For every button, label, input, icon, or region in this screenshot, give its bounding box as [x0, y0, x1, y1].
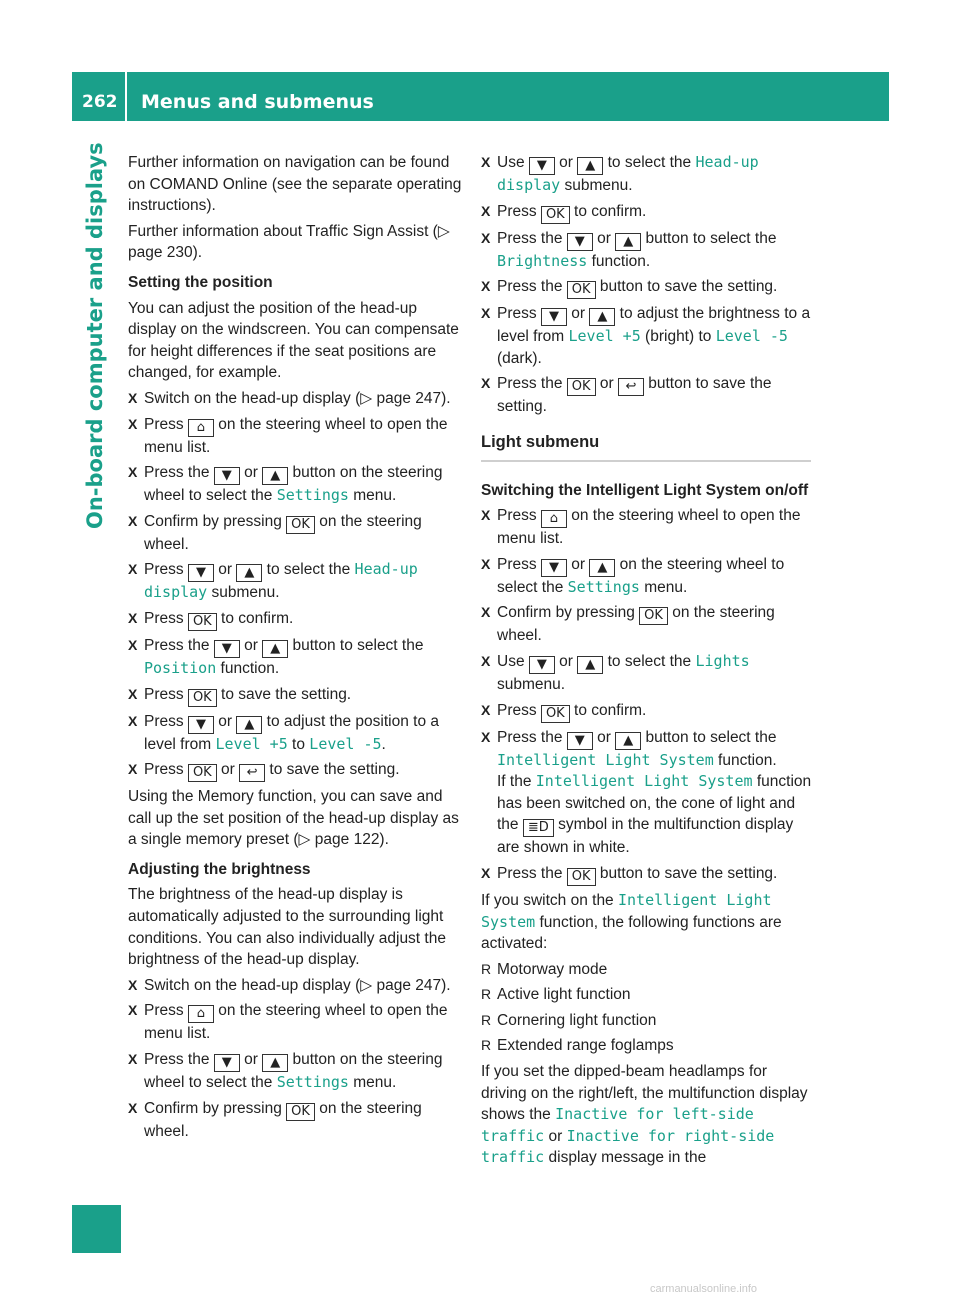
display-text: Inactive for left-side traffic: [481, 1105, 754, 1145]
paragraph-text: or: [544, 1127, 567, 1145]
step-text: or: [554, 154, 578, 171]
paragraph: Further information about Traffic Sign Assist (▷ page 230).: [128, 222, 450, 262]
ok-button-icon: OK: [188, 764, 217, 782]
display-text: Intelligent Light System: [497, 750, 714, 769]
step-text: submenu.: [560, 177, 633, 194]
up-arrow-icon: ▲: [236, 716, 262, 734]
step-text: Press: [497, 507, 541, 525]
down-arrow-icon: ▼: [188, 716, 214, 734]
step: [128, 1000, 464, 1045]
list-item: R Active light function: [481, 984, 817, 1006]
step-text: on the steering wheel.: [144, 1099, 422, 1140]
step-text: or: [239, 636, 263, 654]
down-arrow-icon: ▼: [529, 157, 555, 175]
step-text: or: [592, 229, 616, 247]
step-text: to select the: [603, 154, 696, 171]
step-text: Press: [497, 305, 541, 323]
display-text: Brightness: [497, 251, 588, 270]
display-text: Level -5: [715, 327, 788, 346]
paragraph: [481, 1061, 817, 1169]
headlamp-icon: ≣D: [523, 819, 554, 837]
ok-button-icon: OK: [567, 868, 596, 886]
ok-button-icon: OK: [541, 705, 570, 723]
step-text: button to select the: [641, 229, 777, 247]
heading-brightness: Adjusting the brightness: [128, 860, 311, 878]
step: [128, 759, 464, 782]
step: [481, 303, 817, 369]
step: [128, 511, 464, 556]
step: [481, 554, 817, 599]
step-text: to confirm.: [569, 202, 647, 220]
up-arrow-icon: ▲: [262, 467, 288, 485]
display-text: Head-up display: [497, 153, 759, 194]
step-text: Press: [144, 1002, 188, 1020]
home-icon: ⌂: [188, 419, 214, 437]
side-tab-label: On-board computer and displays: [83, 142, 107, 529]
step: [128, 1098, 464, 1143]
step-text: button to select the: [641, 728, 777, 746]
display-text: Inactive for right-side traffic: [481, 1126, 775, 1167]
down-arrow-icon: ▼: [541, 308, 567, 326]
step-text: or: [554, 652, 578, 670]
step-text: on the steering wheel to select the: [497, 555, 785, 596]
left-column: [128, 152, 464, 1146]
ok-button-icon: OK: [188, 689, 217, 707]
step: [128, 462, 464, 507]
step-text: to confirm.: [216, 609, 294, 627]
step-text: Switch on the head-up display (▷ page 247).: [144, 389, 451, 407]
step-text: Press: [144, 712, 188, 730]
step-text: function.: [216, 659, 280, 677]
ok-button-icon: OK: [639, 607, 668, 625]
step-text: menu.: [348, 487, 397, 505]
step-text: Press: [144, 561, 188, 579]
step-text: function.: [587, 252, 651, 270]
step-text: or: [239, 464, 263, 482]
paragraph-text: function, the following functions are activated:: [481, 913, 782, 953]
ok-button-icon: OK: [567, 281, 596, 299]
page-title: Menus and submenus: [141, 91, 374, 113]
step-text: Confirm by pressing: [144, 1099, 287, 1117]
page-number: 262: [82, 92, 118, 112]
step-text: on the steering wheel.: [497, 604, 775, 645]
step-text: or: [213, 712, 237, 730]
step-text: Use: [497, 154, 529, 171]
heading-setting-position: Setting the position: [128, 273, 273, 291]
list-item: R Extended range foglamps: [481, 1035, 817, 1057]
step-text: Press the: [144, 464, 214, 482]
up-arrow-icon: ▲: [262, 1054, 288, 1072]
step: [128, 388, 464, 410]
step-text: on the steering wheel to open the menu list.: [144, 1002, 448, 1043]
display-text: Intelligent Light System: [481, 890, 772, 931]
step-text: Switch on the head-up display (▷ page 247).: [144, 976, 451, 994]
display-text: Intelligent Light System: [535, 772, 753, 791]
step-text: on the steering wheel to open the menu list.: [497, 507, 801, 548]
display-text: Settings: [276, 1073, 349, 1092]
step-text: Press: [497, 555, 541, 573]
step-text: to save the setting.: [265, 761, 400, 779]
display-text: Level +5: [215, 734, 288, 753]
step-text: Press: [497, 701, 541, 719]
list-item: R Motorway mode: [481, 959, 817, 981]
right-column: [481, 152, 817, 1173]
paragraph: [481, 890, 817, 955]
display-text: Level -5: [309, 734, 382, 753]
step-text: Press: [144, 761, 188, 779]
side-tab-marker: [72, 1205, 121, 1253]
display-text: Settings: [567, 577, 640, 596]
step: [481, 276, 817, 299]
step-text: on the steering wheel.: [144, 512, 422, 553]
step-text: button to save the setting.: [595, 278, 778, 296]
heading-light-submenu: Light submenu: [481, 432, 811, 462]
back-icon: ↩: [239, 764, 265, 782]
up-arrow-icon: ▲: [615, 732, 641, 750]
display-text: Settings: [276, 486, 349, 505]
step-text: (bright) to: [640, 328, 716, 346]
ok-button-icon: OK: [541, 206, 570, 224]
step-text: symbol in the multifunction display are shown in white.: [497, 816, 794, 857]
step-text: (dark).: [497, 349, 542, 367]
step-text: Confirm by pressing: [497, 604, 640, 622]
ok-button-icon: OK: [286, 1103, 315, 1121]
down-arrow-icon: ▼: [541, 559, 567, 577]
up-arrow-icon: ▲: [589, 559, 615, 577]
down-arrow-icon: ▼: [214, 1054, 240, 1072]
step-text: or: [566, 305, 590, 323]
step-text: submenu.: [207, 584, 280, 602]
paragraph: Using the Memory function, you can save and call up the set position of the head-up display as a single memory preset (▷ page 122).: [128, 788, 459, 849]
paragraph-text: display message in the: [544, 1149, 707, 1167]
step: [481, 727, 817, 859]
step-text: to adjust the position to a level from: [144, 712, 439, 753]
display-text: Level +5: [568, 327, 641, 346]
step-text: Press the: [497, 864, 567, 882]
down-arrow-icon: ▼: [214, 467, 240, 485]
step: [128, 608, 464, 631]
step-text: or: [566, 555, 590, 573]
page-header: [72, 72, 889, 121]
step: [128, 559, 464, 604]
step: [481, 201, 817, 224]
step-text: menu.: [348, 1074, 397, 1092]
step: [481, 373, 817, 418]
paragraph: Further information on navigation can be found on COMAND Online (see the separate operating instructions).: [128, 154, 462, 215]
ok-button-icon: OK: [188, 613, 217, 631]
step-text: button on the steering wheel to select the: [144, 464, 443, 505]
step: [481, 152, 817, 197]
step: [128, 635, 464, 680]
step-text: or: [595, 375, 618, 393]
home-icon: ⌂: [541, 510, 567, 528]
paragraph: You can adjust the position of the head-up display on the windscreen. You can compensate for height differences if the seat positions are changed, for example.: [128, 299, 459, 382]
down-arrow-icon: ▼: [214, 640, 240, 658]
step-text: menu.: [639, 578, 688, 596]
step-text: button to select the: [288, 636, 424, 654]
step: [481, 651, 817, 696]
up-arrow-icon: ▲: [236, 564, 262, 582]
step-text: Press: [144, 685, 188, 703]
watermark: carmanualsonline.info: [650, 1283, 758, 1295]
step-text: to: [287, 735, 310, 753]
step: [481, 505, 817, 550]
step-text: Press the: [144, 1051, 214, 1069]
step-text: button on the steering wheel to select the: [144, 1051, 443, 1092]
step-text: button to save the setting.: [497, 375, 772, 416]
step-text: function has been switched on, the cone of light and the: [497, 773, 812, 834]
side-tab: [72, 125, 121, 1253]
step: [128, 684, 464, 707]
step: [128, 414, 464, 459]
ok-button-icon: OK: [286, 516, 315, 534]
step-text: on the steering wheel to open the menu list.: [144, 415, 448, 456]
step-text: submenu.: [497, 675, 566, 693]
step: [481, 602, 817, 647]
up-arrow-icon: ▲: [577, 157, 603, 175]
down-arrow-icon: ▼: [529, 656, 555, 674]
header-divider: [125, 72, 127, 121]
ok-button-icon: OK: [567, 378, 596, 396]
step-text: Press: [144, 415, 188, 433]
step-text: to select the: [603, 652, 696, 670]
step-text: If the: [497, 773, 536, 791]
up-arrow-icon: ▲: [589, 308, 615, 326]
step-text: Press: [144, 609, 188, 627]
paragraph: The brightness of the head-up display is automatically adjusted to the surrounding light conditions. You can also individually adjust the brightness of the head-up display.: [128, 886, 446, 969]
step: [128, 1049, 464, 1094]
display-text: Lights: [695, 651, 750, 670]
step-text: Press the: [497, 229, 567, 247]
step-text: Press the: [497, 375, 567, 393]
step-text: to select the: [262, 561, 355, 579]
list-item: R Cornering light function: [481, 1010, 817, 1032]
paragraph-text: If you set the dipped-beam headlamps for driving on the right/left, the multifunction display shows the: [481, 1063, 808, 1124]
step-text: to save the setting.: [216, 685, 352, 703]
paragraph-text: If you switch on the: [481, 891, 618, 909]
step-text: Use: [497, 652, 529, 670]
up-arrow-icon: ▲: [262, 640, 288, 658]
step-text: function.: [713, 751, 777, 769]
down-arrow-icon: ▼: [567, 732, 593, 750]
display-text: Position: [144, 658, 217, 677]
step-text: Press the: [497, 278, 567, 296]
step-text: or: [239, 1051, 263, 1069]
step-text: .: [381, 735, 386, 753]
step: [128, 975, 464, 997]
step-text: to confirm.: [569, 701, 647, 719]
home-icon: ⌂: [188, 1005, 214, 1023]
step: [128, 711, 464, 756]
up-arrow-icon: ▲: [577, 656, 603, 674]
step-text: button to save the setting.: [595, 864, 778, 882]
up-arrow-icon: ▲: [615, 233, 641, 251]
display-text: Head-up display: [144, 560, 418, 602]
heading-intelligent-light: Switching the Intelligent Light System on/off: [481, 481, 809, 499]
step-text: or: [213, 561, 237, 579]
back-icon: ↩: [618, 378, 644, 396]
step: [481, 863, 817, 886]
step-text: Press: [497, 202, 541, 220]
step-text: or: [592, 728, 616, 746]
down-arrow-icon: ▼: [567, 233, 593, 251]
step-text: to adjust the brightness to a level from: [497, 305, 811, 346]
step-text: Press the: [497, 728, 567, 746]
step: [481, 228, 817, 273]
step-text: Press the: [144, 636, 214, 654]
step-text: or: [216, 761, 240, 779]
down-arrow-icon: ▼: [188, 564, 214, 582]
step: [481, 700, 817, 723]
step-text: Confirm by pressing: [144, 512, 287, 530]
